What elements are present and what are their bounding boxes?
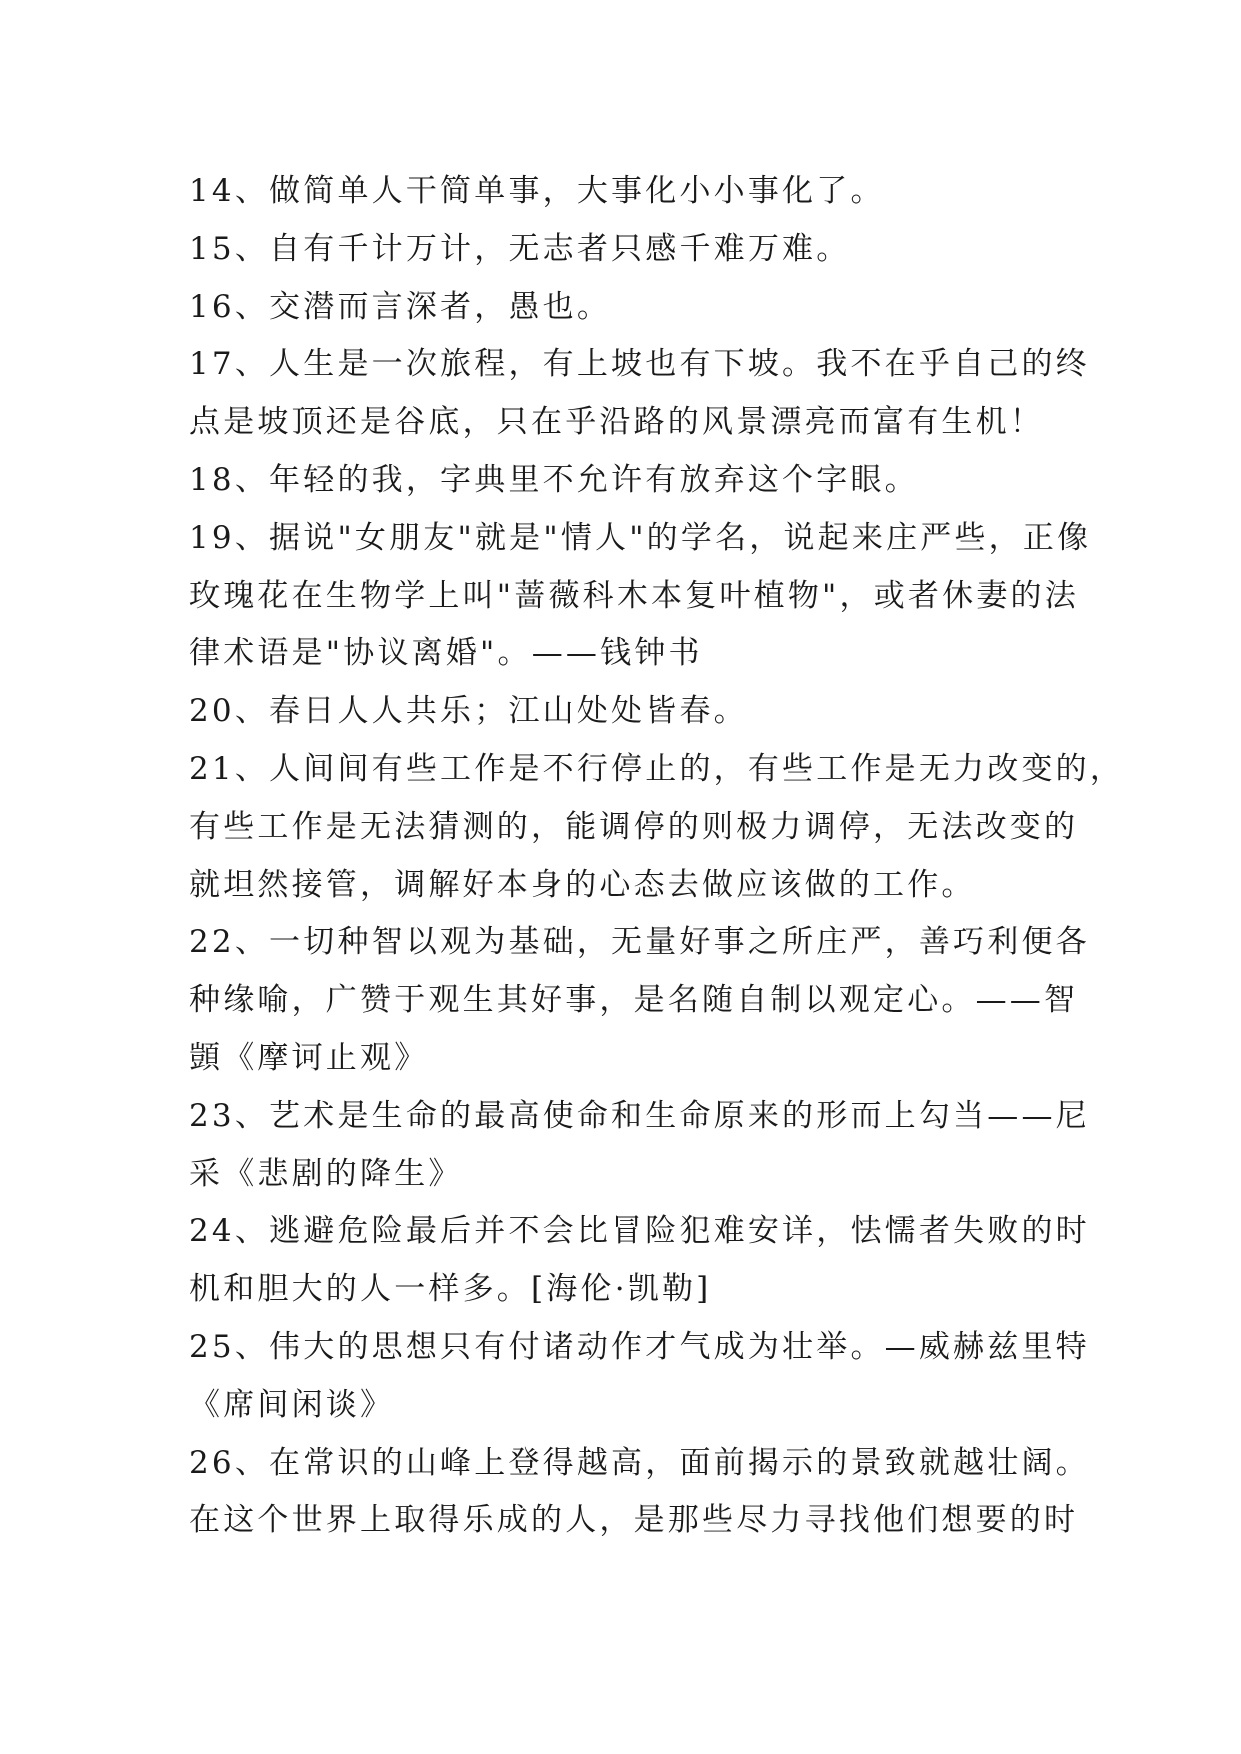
- text-line: 24、逃避危险最后并不会比冒险犯难安详，怯懦者失败的时: [189, 1213, 1090, 1250]
- text-line: 顗《摩诃止观》: [189, 1039, 429, 1076]
- text-line: 有些工作是无法猜测的，能调停的则极力调停，无法改变的: [189, 808, 1079, 845]
- text-line: 律术语是"协议离婚"。——钱钟书: [189, 635, 703, 672]
- text-line: 18、年轻的我，字典里不允许有放弃这个字眼。: [189, 461, 919, 498]
- text-line: 采《悲剧的降生》: [189, 1155, 463, 1192]
- text-line: 20、春日人人共乐；江山处处皆春。: [189, 693, 748, 730]
- text-line: 点是坡顶还是谷底，只在乎沿路的风景漂亮而富有生机！: [189, 404, 1044, 441]
- text-line: 在这个世界上取得乐成的人，是那些尽力寻找他们想要的时: [189, 1502, 1079, 1539]
- text-line: 22、一切种智以观为基础，无量好事之所庄严，善巧利便各: [189, 924, 1090, 961]
- text-line: 玫瑰花在生物学上叫"蔷薇科木本复叶植物"，或者休妻的法: [189, 577, 1079, 614]
- text-line: 就坦然接管，调解好本身的心态去做应该做的工作。: [189, 866, 976, 903]
- text-line: 21、人间间有些工作是不行停止的，有些工作是无力改变的，: [189, 750, 1125, 787]
- text-line: 25、伟大的思想只有付诸动作才气成为壮举。—威赫兹里特: [189, 1328, 1090, 1365]
- text-line: 14、做简单人干简单事，大事化小小事化了。: [189, 173, 885, 209]
- text-line: 19、据说"女朋友"就是"情人"的学名，说起来庄严些，正像: [189, 519, 1092, 556]
- text-line: 16、交潜而言深者，愚也。: [189, 288, 612, 325]
- text-line: 26、在常识的山峰上登得越高，面前揭示的景致就越壮阔。: [189, 1444, 1090, 1481]
- text-line: 机和胆大的人一样多。[海伦·凯勒]: [189, 1271, 712, 1308]
- text-line: 23、艺术是生命的最高使命和生命原来的形而上勾当——尼: [189, 1097, 1090, 1134]
- text-line: 17、人生是一次旅程，有上坡也有下坡。我不在乎自己的终: [189, 346, 1090, 383]
- document-body: [189, 163, 1125, 1550]
- text-line: 《席间闲谈》: [189, 1386, 395, 1423]
- text-line: 15、自有千计万计，无志者只感千难万难。: [189, 230, 851, 267]
- text-line: 种缘喻，广赞于观生其好事，是名随自制以观定心。——智: [189, 982, 1079, 1019]
